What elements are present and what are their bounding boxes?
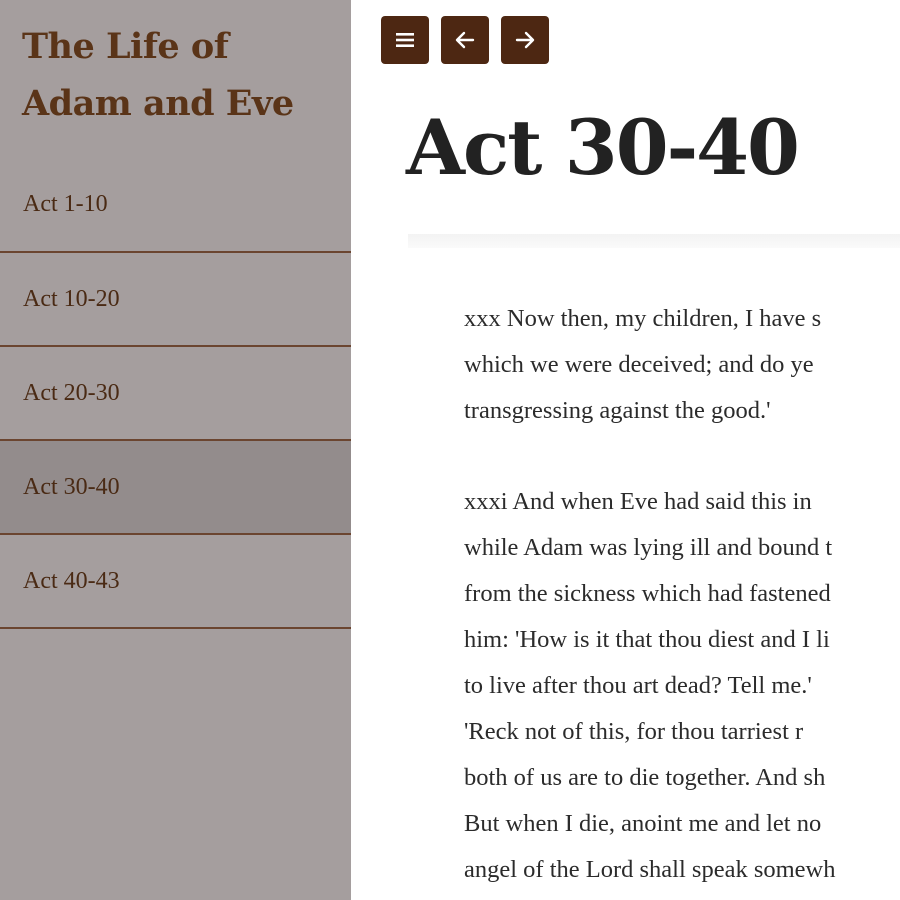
nav-item-label: Act 30-40 [23, 473, 120, 500]
text-line: which we were deceived; and do ye [464, 351, 814, 378]
text-line: 'Reck not of this, for thou tarriest r [464, 718, 804, 745]
text-line: while Adam was lying ill and bound t [464, 534, 833, 561]
book-title[interactable]: The Life of Adam and Eve [22, 26, 294, 124]
text-line: But when I die, anoint me and let no [464, 810, 822, 837]
text-line: him: 'How is it that thou diest and I li [464, 626, 830, 653]
text-line: from the sickness which had fastened [464, 580, 831, 607]
text-line: transgressing against the good.' [464, 397, 771, 424]
nav-item-act-1-10[interactable] [0, 158, 351, 253]
nav-item-act-20-30[interactable] [0, 347, 351, 441]
nav-item-label: Act 1-10 [23, 191, 108, 217]
nav-item-label: Act 20-30 [23, 379, 120, 406]
next-button[interactable] [501, 16, 549, 64]
paragraph [464, 479, 900, 893]
menu-button[interactable] [381, 16, 429, 64]
text-line: xxx Now then, my children, I have s [464, 305, 822, 332]
nav-item-act-30-40[interactable] [0, 441, 351, 535]
arrow-left-icon [455, 31, 475, 49]
heading-divider [408, 234, 900, 248]
page-title: Act 30-40 [406, 103, 798, 192]
toolbar [381, 16, 549, 64]
nav-item-act-40-43[interactable] [0, 535, 351, 629]
menu-icon [395, 31, 415, 49]
nav-item-act-10-20[interactable] [0, 253, 351, 347]
reading-pane [351, 0, 900, 900]
nav-item-label: Act 40-43 [23, 567, 120, 594]
arrow-right-icon [515, 31, 535, 49]
previous-button[interactable] [441, 16, 489, 64]
text-line: angel of the Lord shall speak somewh [464, 856, 836, 883]
paragraph [464, 296, 900, 434]
nav-item-label: Act 10-20 [23, 285, 120, 312]
text-line: to live after thou art dead? Tell me.' [464, 672, 812, 699]
sidebar [0, 0, 351, 900]
chapter-nav [0, 158, 351, 629]
chapter-text [464, 296, 900, 900]
text-line: both of us are to die together. And sh [464, 764, 826, 791]
text-line: xxxi And when Eve had said this in [464, 488, 812, 515]
